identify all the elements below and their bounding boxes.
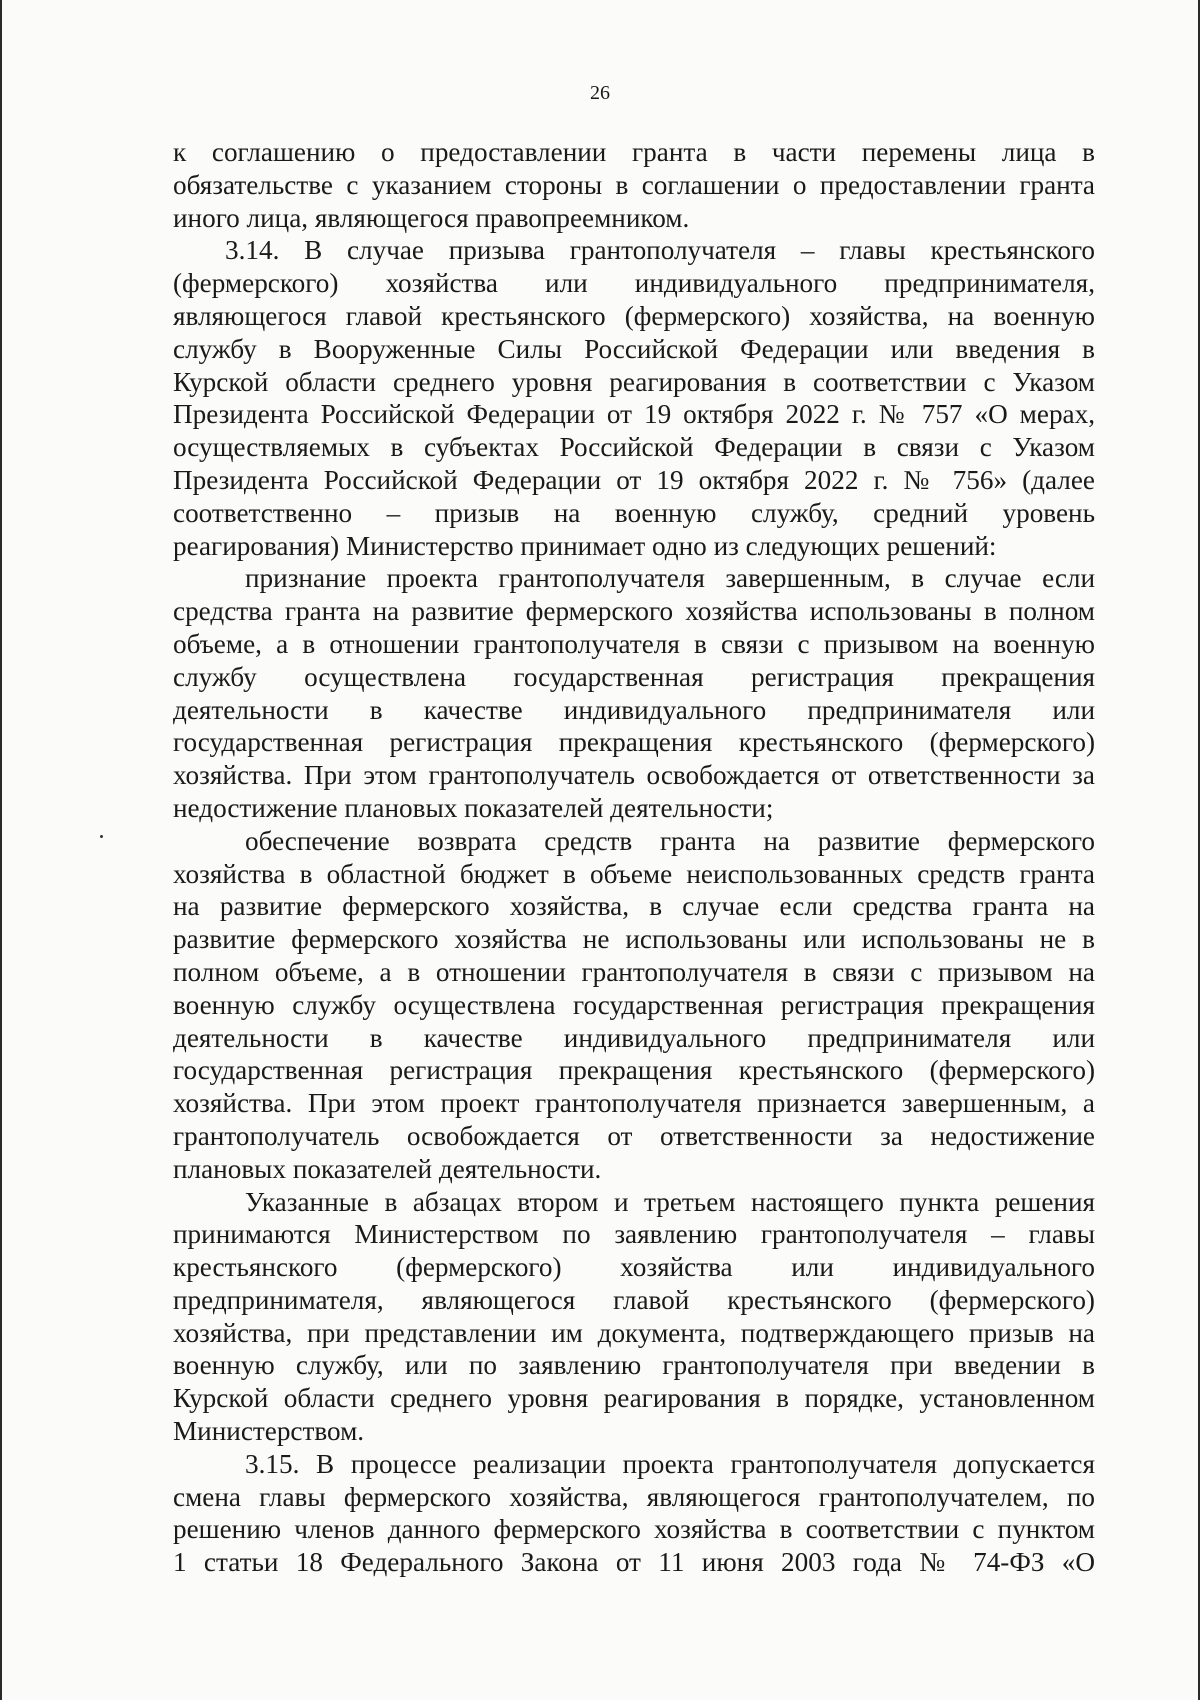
text-line: реагирования) Министерство принимает одно из следующих решений: <box>173 530 997 561</box>
text-line: Президента Российской Федерации от 19 октября 2022 г. № 756» (далее <box>173 464 1095 495</box>
page-number: 26 <box>590 82 610 104</box>
text-line: Курской области среднего уровня реагирования в соответствии с Указом <box>173 366 1095 397</box>
paragraph <box>173 562 1095 824</box>
text-line: крестьянского (фермерского) хозяйства или индивидуального <box>173 1252 1095 1283</box>
text-line: службу в Вооруженные Силы Российской Федерации или введения в <box>173 333 1095 364</box>
text-line: к соглашению о предоставлении гранта в части перемены лица в <box>173 137 1095 167</box>
paragraph <box>173 234 1095 562</box>
text-line: средства гранта на развитие фермерского хозяйства использованы в полном <box>173 596 1095 627</box>
text-line: предпринимателя, являющегося главой крестьянского (фермерского) <box>173 1284 1095 1315</box>
text-line: (фермерского) хозяйства или индивидуального предпринимателя, <box>173 268 1095 299</box>
text-line: осуществляемых в субъектах Российской Федерации в связи с Указом <box>173 432 1095 463</box>
text-line: 3.15. В процессе реализации проекта грантополучателя допускается <box>245 1448 1095 1479</box>
paragraph <box>173 1186 1095 1448</box>
text-line: иного лица, являющегося правопреемником. <box>173 202 690 233</box>
text-line: решению членов данного фермерского хозяйства в соответствии с пунктом <box>173 1514 1095 1545</box>
scan-artifact-dot <box>100 835 103 838</box>
text-line: хозяйства. При этом проект грантополучателя признается завершенным, а <box>173 1088 1095 1119</box>
text-line: признание проекта грантополучателя завершенным, в случае если <box>245 563 1095 594</box>
text-line: государственная регистрация прекращения крестьянского (фермерского) <box>173 1055 1095 1086</box>
document-body <box>173 136 1095 1579</box>
text-line: деятельности в качестве индивидуального предпринимателя или <box>173 694 1095 725</box>
text-line: являющегося главой крестьянского (фермерского) хозяйства, на военную <box>173 300 1095 331</box>
text-line: военную службу осуществлена государственная регистрация прекращения <box>173 989 1095 1020</box>
text-line: деятельности в качестве индивидуального предпринимателя или <box>173 1022 1095 1053</box>
text-line: обязательстве с указанием стороны в соглашении о предоставлении гранта <box>173 169 1095 200</box>
text-line: Министерством. <box>173 1416 365 1447</box>
text-line: Курской области среднего уровня реагирования в порядке, установленном <box>173 1383 1095 1414</box>
paragraph <box>173 1448 1095 1579</box>
text-line: Указанные в абзацах втором и третьем настоящего пункта решения <box>245 1186 1095 1217</box>
text-line: хозяйства, при представлении им документа, подтверждающего призыв на <box>173 1317 1095 1348</box>
text-line: государственная регистрация прекращения крестьянского (фермерского) <box>173 727 1095 758</box>
text-line: Президента Российской Федерации от 19 октября 2022 г. № 757 «О мерах, <box>173 399 1095 430</box>
text-line: соответственно – призыв на военную службу, средний уровень <box>173 497 1095 528</box>
text-line: обеспечение возврата средств гранта на развитие фермерского <box>245 825 1095 856</box>
scan-edge-left <box>0 0 2 1700</box>
text-line: хозяйства. При этом грантополучатель освобождается от ответственности за <box>173 760 1095 791</box>
text-line: службу осуществлена государственная регистрация прекращения <box>173 661 1095 692</box>
paragraph <box>173 825 1095 1186</box>
text-line: смена главы фермерского хозяйства, являющегося грантополучателем, по <box>173 1481 1095 1512</box>
text-line: 1 статьи 18 Федерального Закона от 11 июня 2003 года № 74-ФЗ «О <box>173 1547 1095 1578</box>
paragraph <box>173 136 1095 234</box>
text-line: объеме, а в отношении грантополучателя в связи с призывом на военную <box>173 628 1095 659</box>
text-line: на развитие фермерского хозяйства, в случае если средства гранта на <box>173 891 1095 922</box>
text-line: недостижение плановых показателей деятельности; <box>173 792 774 823</box>
text-line: грантополучатель освобождается от ответственности за недостижение <box>173 1120 1095 1151</box>
text-line: принимаются Министерством по заявлению грантополучателя – главы <box>173 1219 1095 1250</box>
text-line: полном объеме, а в отношении грантополучателя в связи с призывом на <box>173 956 1095 987</box>
text-line: развитие фермерского хозяйства не использованы или использованы не в <box>173 924 1095 955</box>
text-line: 3.14. В случае призыва грантополучателя – главы крестьянского <box>225 235 1095 266</box>
text-line: военную службу, или по заявлению грантополучателя при введении в <box>173 1350 1095 1381</box>
text-line: хозяйства в областной бюджет в объеме неиспользованных средств гранта <box>173 858 1095 889</box>
text-line: плановых показателей деятельности. <box>173 1153 602 1184</box>
